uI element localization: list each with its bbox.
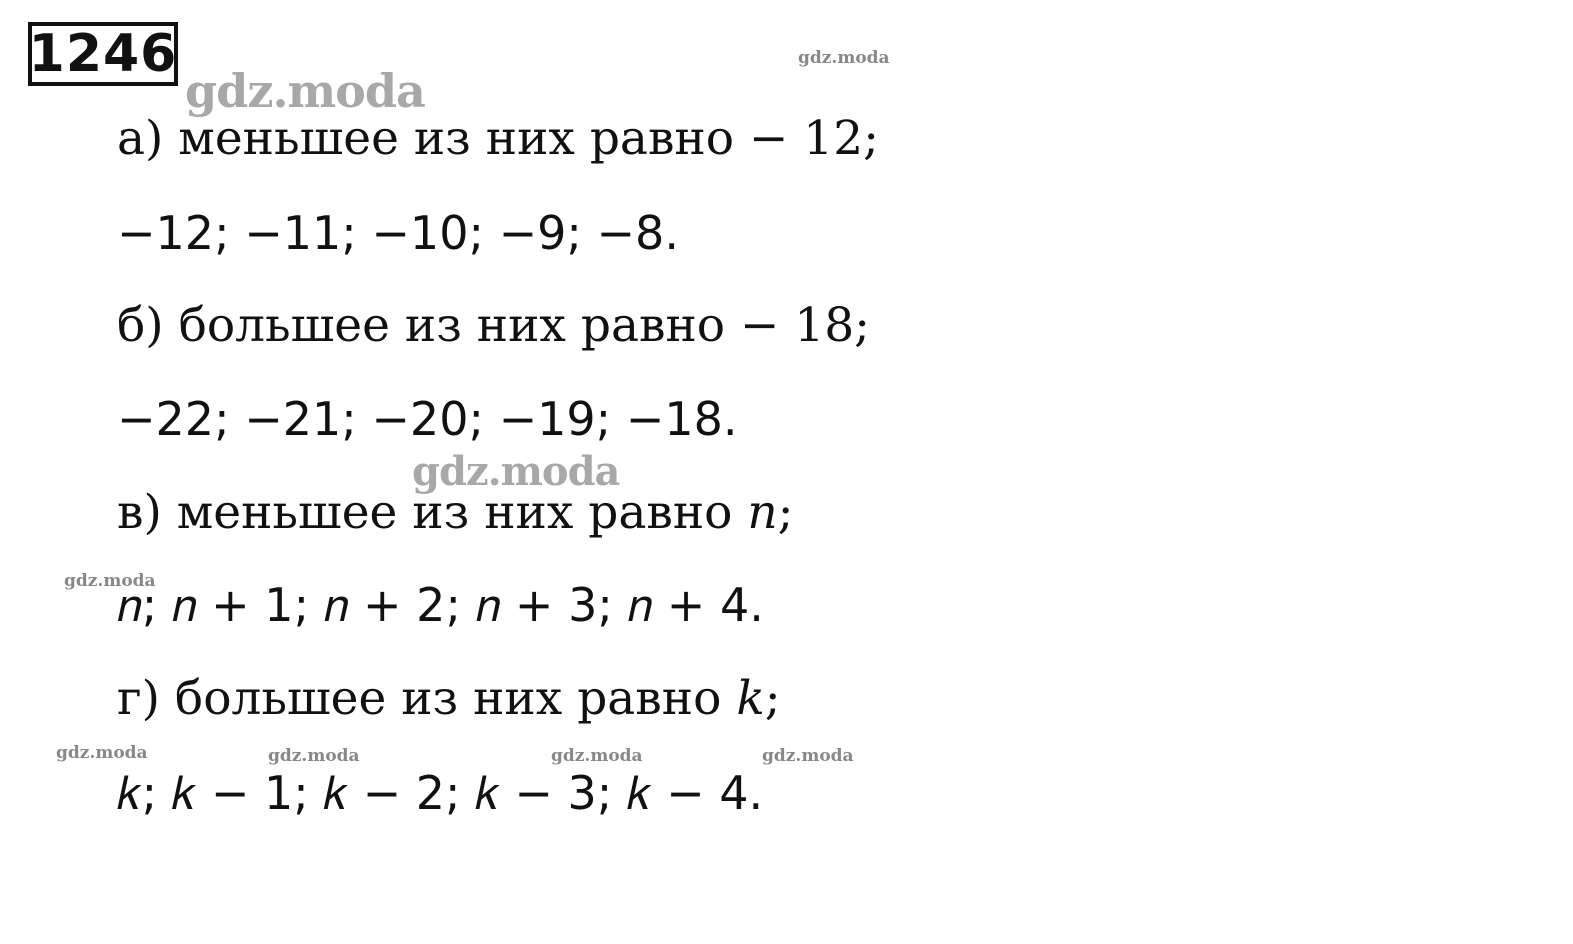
task-number: 1246 [28,24,178,84]
part-a-statement: а) меньшее из них равно − 12; [117,111,879,166]
part-v-statement: в) меньшее из них равно 𝑛; [117,485,794,540]
part-g-answer: 𝑘; 𝑘 − 1; 𝑘 − 2; 𝑘 − 3; 𝑘 − 4. [117,766,764,820]
task-number-box [28,22,178,86]
watermark-top-large: gdz.moda [185,64,425,118]
part-a-answer: −12; −11; −10; −9; −8. [117,206,679,260]
watermark-top-right: gdz.moda [798,48,890,68]
part-g-statement: г) большее из них равно 𝑘; [117,671,781,726]
watermark-left-middle: gdz.moda [64,571,156,591]
watermark-bottom-1: gdz.moda [56,743,148,763]
part-b-statement: б) большее из них равно − 18; [117,298,870,353]
watermark-bottom-3: gdz.moda [551,746,643,766]
watermark-bottom-4: gdz.moda [762,746,854,766]
watermark-bottom-2: gdz.moda [268,746,360,766]
watermark-middle-large: gdz.moda [412,448,620,495]
part-b-answer: −22; −21; −20; −19; −18. [117,392,738,446]
part-v-answer: 𝑛; 𝑛 + 1; 𝑛 + 2; 𝑛 + 3; 𝑛 + 4. [117,578,764,632]
